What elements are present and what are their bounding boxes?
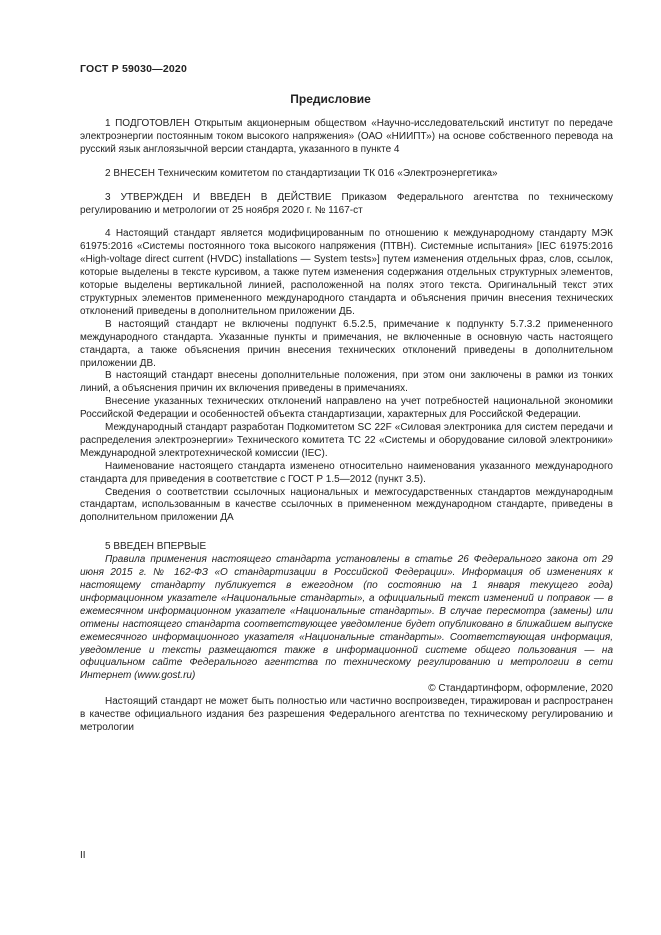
- paragraph-approved: 3 УТВЕРЖДЕН И ВВЕДЕН В ДЕЙСТВИЕ Приказом Федерального агентства по техническому регулированию и метрологии от 25 ноября 2020 г. № 1167-ст: [80, 191, 613, 216]
- page-title: Предисловие: [290, 92, 371, 106]
- paragraph-references: Сведения о соответствии ссылочных национальных и межгосударственных стандартов международным стандартам, использованным в качестве ссылочных в примененном международном стандарте, приведены в дополнительном приложении ДА: [80, 486, 613, 524]
- paragraph-name-change: Наименование настоящего стандарта изменено относительно наименования указанного международного стандарта для приведения в соответствие с ГОСТ Р 1.5—2012 (пункт 3.5).: [80, 460, 613, 485]
- reproduction-notice: Настоящий стандарт не может быть полностью или частично воспроизведен, тиражирован и распространен в качестве официального издания без разрешения Федерального агентства по техническому регулированию и метрологии: [80, 696, 613, 733]
- paragraph-deviations: Внесение указанных технических отклонений направлено на учет потребностей национальной экономики Российской Федерации и особенностей объекта стандартизации, характерных для Российской Федерации.: [80, 396, 613, 421]
- paragraph-submitted: 2 ВНЕСЕН Техническим комитетом по стандартизации ТК 016 «Электроэнергетика»: [105, 167, 498, 179]
- foreword-body: [80, 118, 613, 735]
- paragraph-modified: 4 Настоящий стандарт является модифицированным по отношению к международному стандарту МЭК 61975:2016 «Системы постоянного тока высокого напряжения (ПТВН). Системные испытания» [IEC 61975:2016 «High-voltage direct current (HVDC) installations — System tests»] путем изменения отдельных фраз, слов, ссылок, которые выделены в тексте курсивом, а также путем изменения содержания отдельных структурных элементов, которые выделены вертикальной линией, расположенной на полях этого текста. Оригинальный текст этих структурных элементов примененного международного стандарта и объяснения причин внесения технических отклонений приведены в дополнительном приложении ДБ.: [80, 228, 613, 317]
- paragraph-excluded: В настоящий стандарт не включены подпункт 6.5.2.5, примечание к подпункту 5.7.3.2 примененного международного стандарта. Указанные пункты и примечания, не включенные в основную часть настоящего стандарта, а также объяснения причин внесения технических отклонений приведены в дополнительном приложении ДВ.: [80, 318, 613, 369]
- paragraph-developer: Международный стандарт разработан Подкомитетом SC 22F «Силовая электроника для систем передачи и распределения электроэнергии» Технического комитета ТС 22 «Системы и оборудование силовой электроники» Международной электротехнической комиссии (IEC).: [80, 422, 613, 459]
- standard-number-header: ГОСТ Р 59030—2020: [80, 63, 188, 75]
- page-number: II: [80, 850, 86, 861]
- copyright-line: © Стандартинформ, оформление, 2020: [428, 683, 613, 695]
- paragraph-prepared: 1 ПОДГОТОВЛЕН Открытым акционерным обществом «Научно-исследовательский институт по передаче электроэнергии постоянным током высокого напряжения» (ОАО «НИИПТ») на основе собственного перевода на русский язык англоязычной версии стандарта, указанного в пункте 4: [80, 118, 613, 155]
- paragraph-first-introduced: 5 ВВЕДЕН ВПЕРВЫЕ: [105, 541, 207, 553]
- paragraph-additions: В настоящий стандарт внесены дополнительные положения, при этом они заключены в рамки из тонких линий, а объяснения причин их включения приведены в примечаниях.: [80, 370, 613, 395]
- application-rules-note: Правила применения настоящего стандарта установлены в статье 26 Федерального закона от 29 июня 2015 г. № 162-ФЗ «О стандартизации в Российской Федерации». Информация об изменениях к настоящему стандарту публикуется в ежегодном (по состоянию на 1 января текущего года) информационном указателе «Национальные стандарты», а официальный текст изменений и поправок — в ежемесячном информационном указателе «Национальные стандарты». В случае пересмотра (замены) или отмены настоящего стандарта соответствующее уведомление будет опубликовано в ближайшем выпуске ежемесячного информационного указателя «Национальные стандарты». Соответствующая информация, уведомление и тексты размещаются также в информационной системе общего пользования — на официальном сайте Федерального агентства по техническому регулированию и метрологии в сети Интернет (www.gost.ru): [80, 554, 613, 682]
